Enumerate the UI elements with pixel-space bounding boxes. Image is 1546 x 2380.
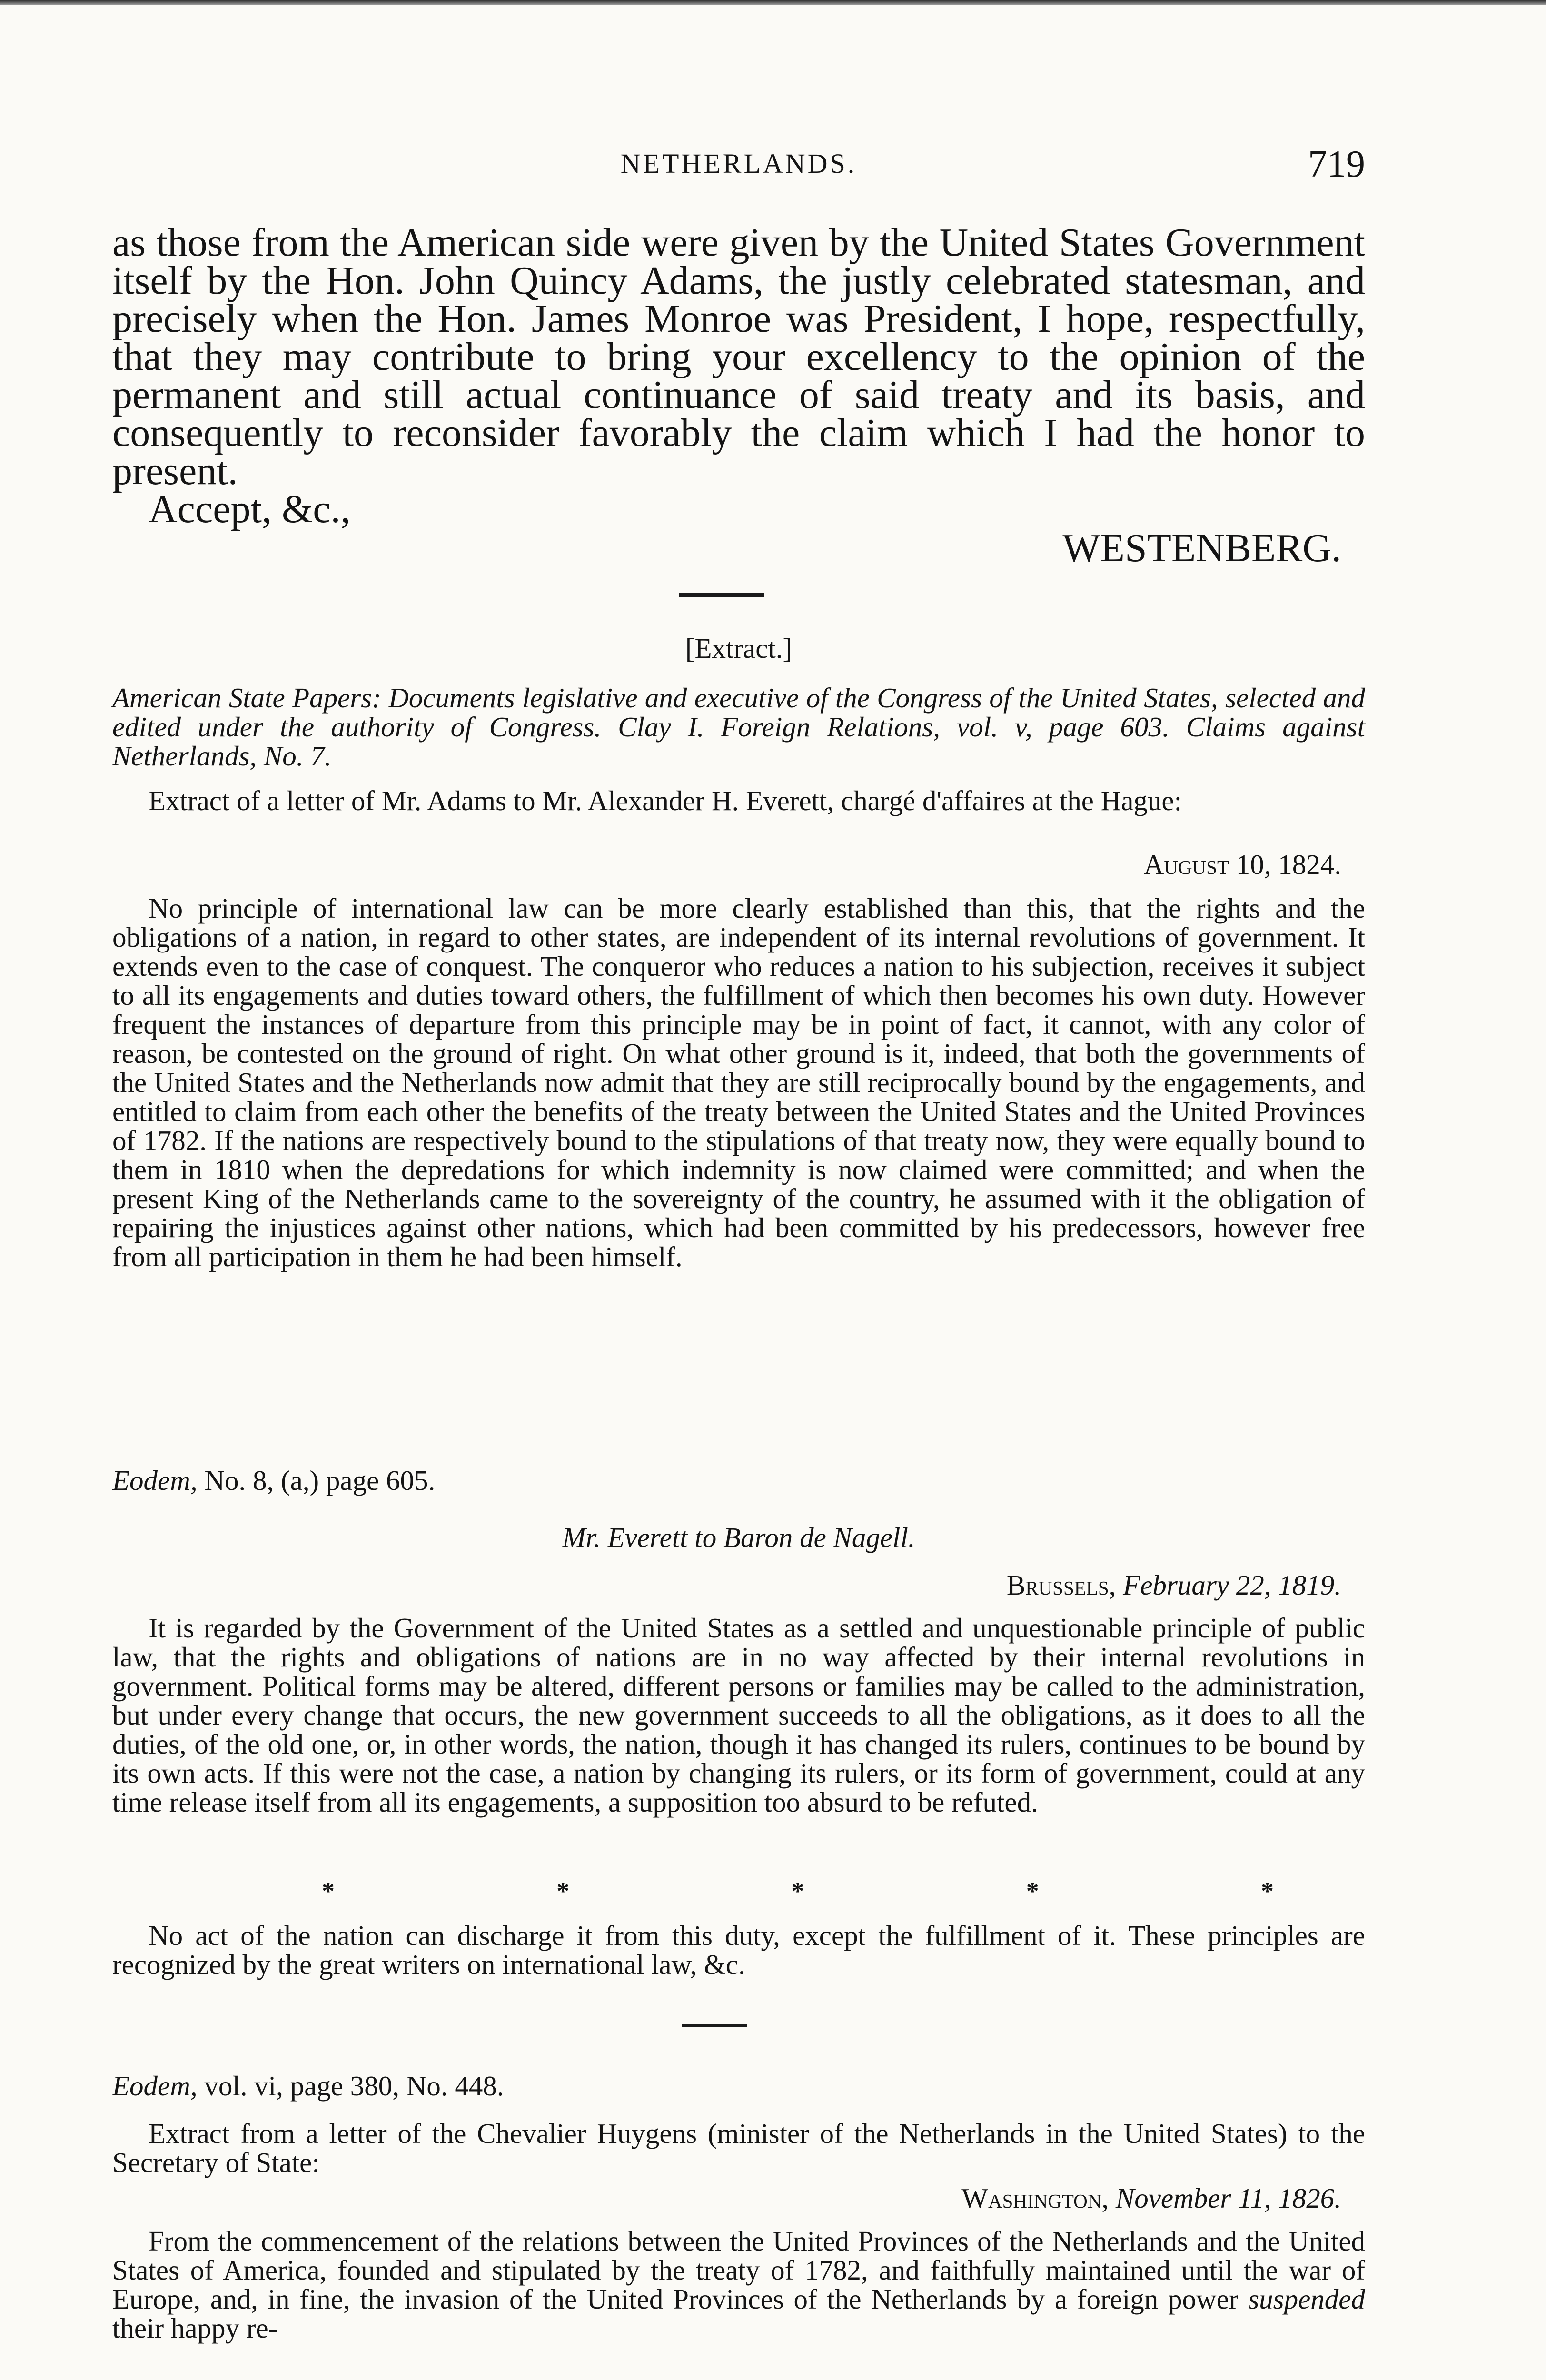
everett-place: Brussels, [1006, 1569, 1116, 1601]
page-number: 719 [1308, 143, 1365, 185]
ellipsis-star: * [322, 1877, 335, 1905]
letter-closing-paragraph: as those from the American side were given by the United States Government itself by the Hon. John Quincy Adams, the justly celebrated statesman, and precisely when the Hon. James Monroe was President, I hope, respectfully, that they may contribute to bring your excellency to the opinion of the permanent and still actual continuance of said treaty and its basis, and consequently to reconsider favorably the claim which I had the honor to present. [112, 220, 1365, 493]
section-divider-rule [679, 593, 764, 597]
ellipsis-star: * [556, 1877, 570, 1905]
section-divider-rule-short [682, 2024, 747, 2027]
running-title: NETHERLANDS. [620, 148, 857, 179]
extract-intro: Extract of a letter of Mr. Adams to Mr. Alexander H. Everett, chargé d'affaires at the Hague: [149, 785, 1182, 816]
huygens-paragraph-start: From the commencement of the relations between the United Provinces of the Netherlands and the United States of America, founded and stipulated by the treaty of 1782, and faithfully maintained until the war of Europe, and, in fine, the invasion of the United Provinces of the Netherlands by a foreign power [112, 2225, 1365, 2315]
huygens-intro: Extract from a letter of the Chevalier Huygens (minister of the Netherlands in the United States) to the Secretary of State: [112, 2118, 1365, 2178]
huygens-citation-eodem: Eodem, [112, 2070, 198, 2102]
huygens-citation [112, 2072, 1365, 2101]
running-head [112, 143, 1365, 186]
huygens-citation-rest: vol. vi, page 380, No. 448. [197, 2070, 504, 2102]
huygens-paragraph [112, 2227, 1365, 2343]
letter-complimentary-close: Accept, &c., [149, 487, 351, 531]
everett-place-date [112, 1571, 1365, 1600]
extract-label: [Extract.] [685, 633, 793, 664]
everett-paragraph-1: It is regarded by the Government of the United States as a settled and unquestionable principle of public law, that the rights and obligations of nations are in no way affected by their internal revolutions in government. Political forms may be altered, different persons or families may be called to the administration, but under every change that occurs, the new government succeeds to all the obligations, as it does to all the duties, of the old one, or, in other words, the nation, though it has changed its rulers, continues to be bound by its own acts. If this were not the case, a nation by changing its rulers, or its form of government, could at any time release itself from all its engagements, a supposition too absurd to be refuted. [112, 1612, 1365, 1818]
adams-letter-paragraph: No principle of international law can be more clearly established than this, that the rights and the obligations of a nation, in regard to other states, are independent of its internal revolutions of government. It extends even to the case of conquest. The conqueror who reduces a nation to his subjection, receives it subject to all its engagements and duties toward others, the fulfillment of which then becomes his own duty. However frequent the instances of departure from this principle may be in point of fact, it cannot, with any color of reason, be contested on the ground of right. On what other ground is it, indeed, that both the governments of the United States and the Netherlands now admit that they are still reciprocally bound by the engagements, and entitled to claim from each other the benefits of the treaty between the United States and the United Provinces of 1782. If the nations are respectively bound to the stipulations of that treaty now, they were equally bound to them in 1810 when the depredations for which indemnity is now claimed were committed; and when the present King of the Netherlands came to the sovereignty of the country, he assumed with it the obligation of repairing the injustices against other nations, which had been committed by his predecessors, however free from all participation in them he had been himself. [112, 892, 1365, 1272]
huygens-paragraph-emphasis: suspended [1248, 2283, 1365, 2315]
everett-citation [112, 1466, 1365, 1495]
letter-signature: WESTENBERG. [1062, 526, 1341, 570]
everett-citation-rest: No. 8, (a,) page 605. [197, 1465, 436, 1496]
everett-date: February 22, 1819. [1116, 1569, 1341, 1601]
ellipsis-stars [322, 1876, 1274, 1906]
everett-paragraph-2: No act of the nation can discharge it from this duty, except the fulfillment of it. These principles are recognized by the great writers on international law, &c. [112, 1920, 1365, 1980]
extract-date: August 10, 1824. [1143, 849, 1341, 880]
ellipsis-star: * [791, 1877, 804, 1905]
huygens-date: November 11, 1826. [1109, 2182, 1341, 2214]
huygens-paragraph-end: their happy re- [112, 2312, 278, 2344]
everett-citation-eodem: Eodem, [112, 1465, 198, 1496]
everett-letter-title: Mr. Everett to Baron de Nagell. [562, 1522, 915, 1553]
huygens-place: Washington, [961, 2182, 1109, 2214]
huygens-place-date [112, 2184, 1365, 2213]
ellipsis-star: * [1261, 1877, 1274, 1905]
ellipsis-star: * [1026, 1877, 1039, 1905]
source-citation: American State Papers: Documents legislative and executive of the Congress of the United States, selected and edited under the authority of Congress. Clay I. Foreign Relations, vol. v, page 603. Claims against Netherlands, No. 7. [112, 682, 1365, 772]
document-page [112, 0, 1365, 2380]
